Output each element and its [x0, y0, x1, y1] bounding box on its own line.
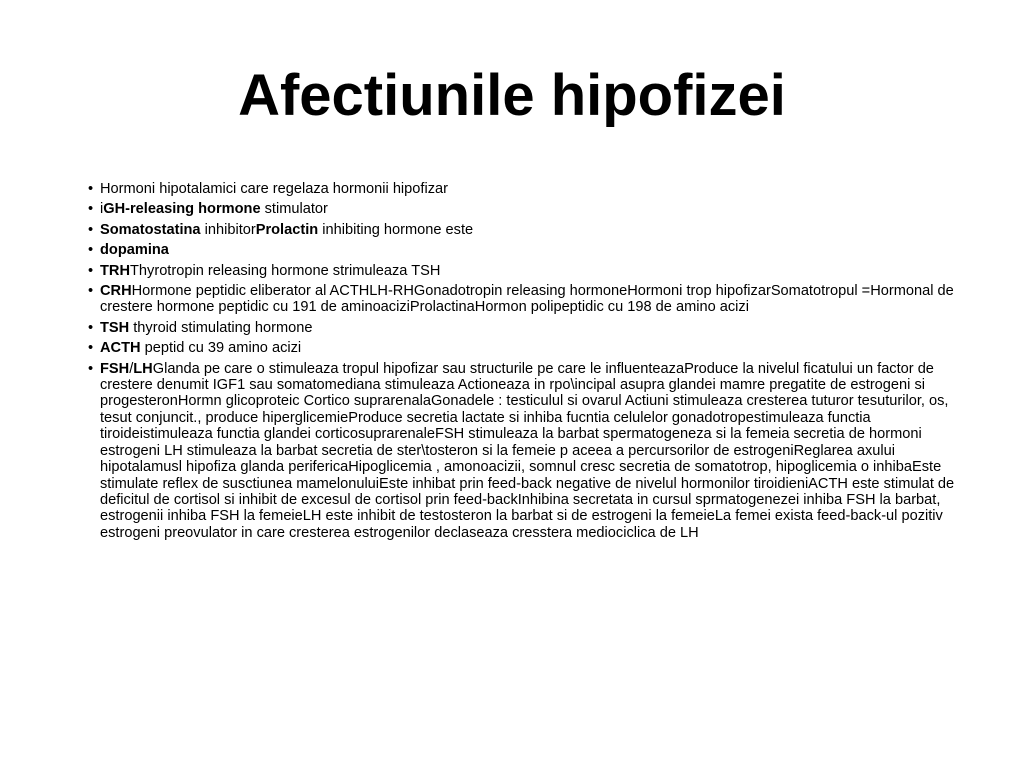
bullet-text-run: thyroid stimulating hormone [129, 319, 313, 336]
bullet-term: dopamina [100, 242, 169, 259]
bullet-text-run: i [100, 201, 104, 218]
bullet-item [88, 263, 968, 279]
bullet-item [88, 242, 968, 258]
bullet-item [88, 361, 968, 541]
bullet-marker: • [88, 221, 94, 238]
bullet-term: FSH [100, 360, 130, 377]
bullet-text-run: Hormoni hipotalamici care regelaza hormonii hipofizar [100, 181, 448, 197]
bullet-item [88, 181, 968, 197]
bullet-text-run: inhibitor [200, 221, 256, 238]
bullet-marker: • [88, 242, 94, 259]
bullet-item [88, 340, 968, 356]
bullet-item [88, 283, 968, 316]
bullet-text [100, 201, 968, 217]
bullet-text [100, 361, 968, 541]
bullet-text [100, 320, 968, 336]
bullet-marker: • [88, 340, 94, 357]
bullet-term: LH [133, 360, 153, 377]
bullet-text-run: stimulator [260, 201, 328, 218]
bullet-term: TSH [100, 319, 130, 336]
bullet-marker: • [88, 181, 94, 197]
bullet-item [88, 222, 968, 238]
bullet-text [100, 283, 968, 316]
bullet-text-run: peptid cu 39 amino acizi [140, 340, 302, 357]
bullet-marker: • [88, 319, 94, 336]
bullet-item [88, 201, 968, 217]
bullet-term: Prolactin [255, 221, 319, 238]
bullet-marker: • [88, 201, 94, 218]
bullet-marker: • [88, 262, 94, 279]
bullet-item [88, 320, 968, 336]
bullet-text-run: inhibiting hormone este [318, 221, 474, 238]
bullet-marker: • [88, 283, 94, 300]
bullet-text [100, 242, 968, 258]
bullet-text-run: / [129, 360, 134, 377]
bullet-text-run: Glanda pe care o stimuleaza tropul hipofizar sau structurile pe care le influenteazaProduce la nivelul ficatului un factor de crestere denumit IGF1 sau somatomediana stimuleaza Actioneaza in rpo\incipal asupra glandei mamre pregatite de estrogeni si progesteronHormn glicoproteic Cortico suprarenalaGonadele : testiculul si ovarul Actiuni stimuleaza cresterea tuturor tesuturilor, os, tesut conjuncit., produce hiperglicemieProduce secretia lactate si inhiba fucntia celulelor gonadotropestimuleaza functia tiroideistimuleaza functia glandei corticosuprarenaleFSH stimuleaza la barbat spermatogeneza si la femeia secretia de hormoni estrogeni LH stimuleaza la barbat secretia de ster\tosteron si la femeie p aceea a percursorilor de estrogeniReglarea axului hipotalamusl hipofiza glanda perifericaHipoglicemia , amonoacizii, somnul cresc secretia de somatotrop, hipoglicemia o inhibaEste stimulate reflex de susctiunea mamelonuluiEste inhibat prin feed-back negative de nivelul hormonilor tiroidieniACTH este stimulat de deficitul de cortisol si inhibit de excesul de cortisol prin feed-backInhibina secretata in cursul sprmatogenezei inhiba FSH la barbat, estrogenii inhiba FSH la femeieLH este inhibit de testosteron la barbat si de estrogeni la femeieLa femei exista feed-back-ul pozitiv estrogeni preovulator in care cresterea estrogenilor declaseaza cresstera mediociclica de LH [100, 360, 955, 541]
bullet-text-run: Thyrotropin releasing hormone strimuleaza TSH [130, 262, 441, 279]
bullet-text [100, 222, 968, 238]
bullet-list [88, 181, 968, 545]
bullet-text [100, 181, 968, 197]
bullet-text [100, 263, 968, 279]
bullet-term: GH-releasing hormone [103, 201, 261, 218]
bullet-term: ACTH [100, 340, 141, 357]
bullet-marker: • [88, 360, 94, 377]
bullet-term: Somatostatina [100, 221, 201, 238]
bullet-text-run: Hormone peptidic eliberator al ACTHLH-RHGonadotropin releasing hormoneHormoni trop hipofizarSomatotropul =Hormonal de crestere hormone peptidic cu 191 de aminoaciziProlactinaHormon polipeptidic cu 198 de amino acizi [100, 283, 954, 316]
bullet-term: TRH [100, 262, 130, 279]
bullet-term: CRH [100, 283, 132, 300]
bullet-text [100, 340, 968, 356]
slide-title: Afectiunile hipofizei [238, 63, 786, 128]
